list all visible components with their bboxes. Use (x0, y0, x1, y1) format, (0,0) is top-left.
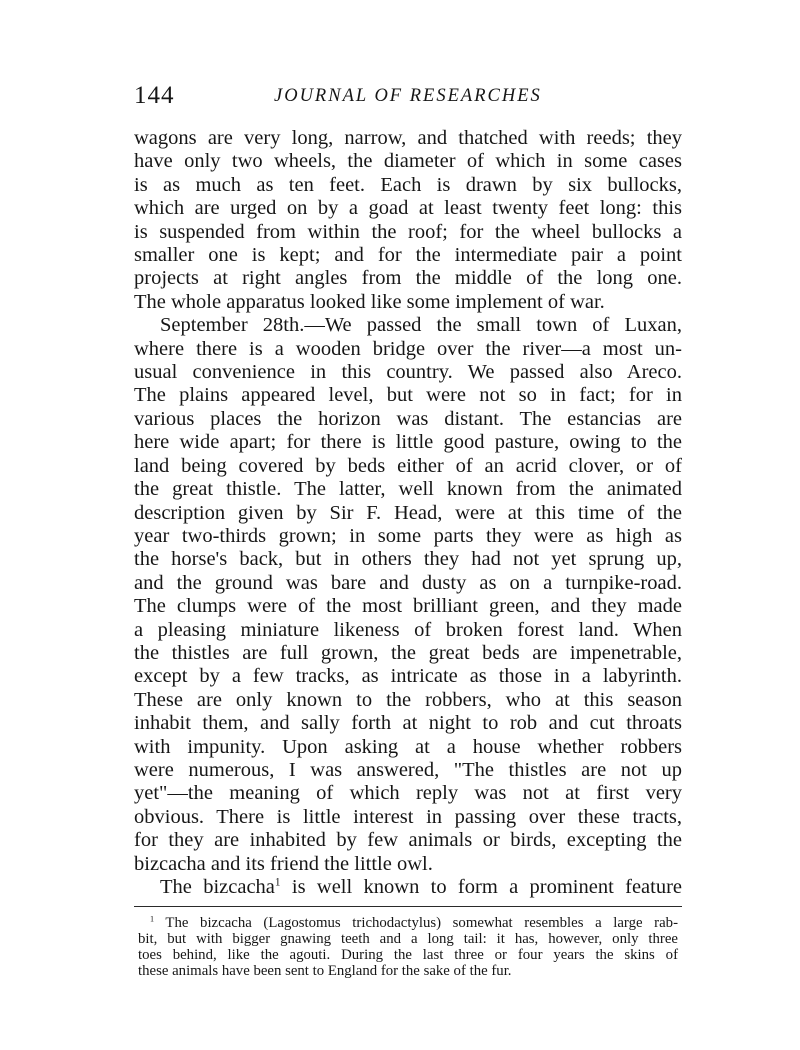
page-header (134, 82, 682, 112)
text-line: These are only known to the robbers, who at this season (134, 688, 682, 711)
footnote-line: toes behind, like the agouti. During the last three or four years the skins of (138, 947, 678, 963)
footnote-marker: 1 (150, 914, 155, 924)
text-line: have only two wheels, the diameter of which in some cases (134, 150, 682, 173)
text-line: land being covered by beds either of an acrid clover, or of (134, 454, 682, 477)
text-line: The whole apparatus looked like some implement of war. (134, 290, 605, 313)
text-line: the horse's back, but in others they had not yet sprung up, (134, 548, 682, 571)
text-line: various places the horizon was distant. The estancias are (134, 407, 682, 430)
text-line: which are urged on by a goad at least twenty feet long: this (134, 197, 682, 220)
text-line: where there is a wooden bridge over the river—a most un- (134, 337, 682, 360)
text-line: with impunity. Upon asking at a house whether robbers (134, 735, 682, 758)
text-line: projects at right angles from the middle of the long one. (134, 267, 682, 290)
text-line: yet"—the meaning of which reply was not at first very (134, 782, 682, 805)
text-line-with-footnote-ref (134, 876, 682, 899)
text-line: the great thistle. The latter, well known from the animated (134, 478, 682, 501)
running-head: JOURNAL OF RESEARCHES (274, 86, 542, 106)
text-line: here wide apart; for there is little good pasture, owing to the (134, 431, 682, 454)
footnote-line: these animals have been sent to England for the sake of the fur. (138, 963, 512, 979)
text-line: usual convenience in this country. We passed also Areco. (134, 361, 682, 384)
body-text (134, 127, 682, 899)
text-line: for they are inhabited by few animals or birds, excepting the (134, 829, 682, 852)
footnote-rule (134, 906, 682, 907)
text-line: wagons are very long, narrow, and thatched with reeds; they (134, 127, 682, 149)
text-line: the thistles are full grown, the great beds are impenetrable, (134, 641, 682, 664)
text-line: bizcacha and its friend the little owl. (134, 852, 433, 875)
footnote (138, 915, 678, 979)
text-line: inhabit them, and sally forth at night to rob and cut throats (134, 712, 682, 735)
footnote-line: bit, but with bigger gnawing teeth and a long tail: it has, however, only three (138, 931, 678, 947)
text-line: except by a few tracks, as intricate as those in a labyrinth. (134, 665, 682, 688)
text-fragment: The bizcacha (160, 876, 275, 898)
text-line: The clumps were of the most brilliant green, and they made (134, 595, 682, 618)
footnote-line (138, 915, 678, 931)
footnote-text: The bizcacha (Lagostomus trichodactylus) somewhat resembles a large rab- (165, 915, 678, 931)
text-line: The plains appeared level, but were not so in fact; for in (134, 384, 682, 407)
text-line: year two-thirds grown; in some parts they were as high as (134, 524, 682, 547)
page-number: 144 (134, 82, 175, 109)
text-line: description given by Sir F. Head, were at this time of the (134, 501, 682, 524)
text-line: is as much as ten feet. Each is drawn by six bullocks, (134, 173, 682, 196)
text-line: smaller one is kept; and for the intermediate pair a point (134, 244, 682, 267)
text-line: is suspended from within the roof; for the wheel bullocks a (134, 220, 682, 243)
text-line: a pleasing miniature likeness of broken forest land. When (134, 618, 682, 641)
text-line: and the ground was bare and dusty as on a turnpike-road. (134, 571, 682, 594)
text-line: obvious. There is little interest in passing over these tracts, (134, 805, 682, 828)
text-fragment: is well known to form a prominent feature (291, 876, 683, 898)
footnote-reference: 1 (274, 876, 281, 889)
text-line: September 28th.—We passed the small town of Luxan, (160, 314, 682, 337)
text-line: were numerous, I was answered, "The thistles are not up (134, 758, 682, 781)
